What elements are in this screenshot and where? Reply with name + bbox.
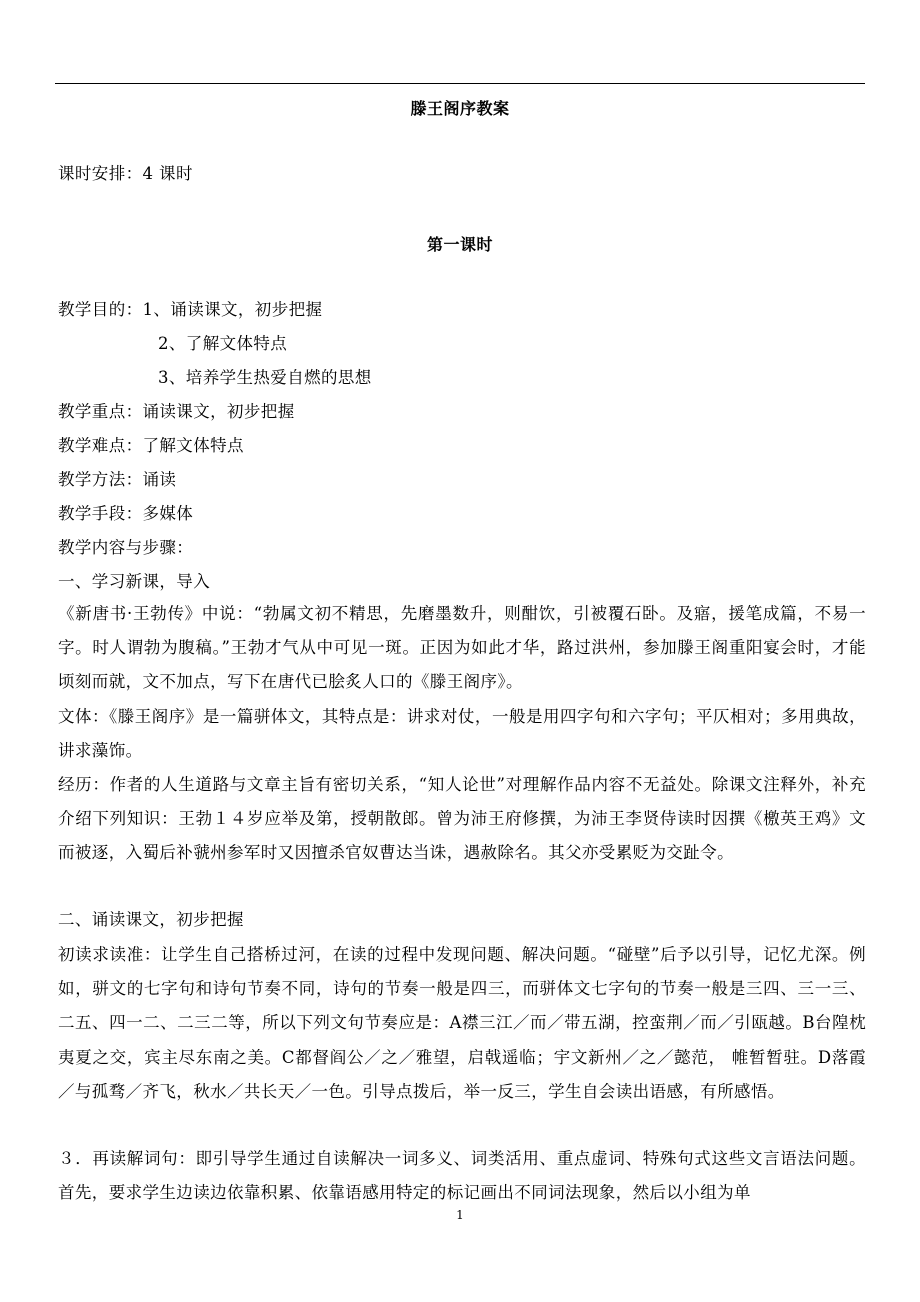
header-rule [55,83,865,84]
means-line: 教学手段：多媒体 [58,504,194,523]
content-label: 教学内容与步骤： [58,538,194,557]
objective-line-3: 3、培养学生热爱自燃的思想 [158,368,372,387]
method-line: 教学方法：诵读 [58,470,177,489]
objective-line-2: 2、了解文体特点 [158,334,288,353]
page-number: 1 [456,1208,464,1222]
lesson-heading: 第一课时 [426,235,493,254]
schedule-line: 课时安排：4 课时 [58,164,193,183]
intro-paragraph: 《新唐书·王勃传》中说：“勃属文初不精思，先磨墨数升，则酣饮，引被覆石卧。及寤，援笔成篇，不易一字。时人谓勃为腹稿。”王勃才气从中可见一斑。正因为如此才华，路过洪州，参加滕王阁重阳宴会时，才能顷刻而就，文不加点，写下在唐代已脍炙人口的《滕王阁序》。 [58,604,866,692]
biography-paragraph: 经历：作者的人生道路与文章主旨有密切关系，“知人论世”对理解作品内容不无益处。除课文注释外，补充介绍下列知识：王勃１４岁应举及第，授朝散郎。曾为沛王府修撰，为沛王李贤侍读时因撰《檄英王鸡》文而被逐，入蜀后补虢州参军时又因擅杀官奴曹达当诛，遇赦除名。其父亦受累贬为交趾令。 [58,775,866,863]
document-title: 滕王阁序教案 [410,99,510,118]
style-paragraph: 文体：《滕王阁序》是一篇骈体文，其特点是：讲求对仗，一般是用四字句和六字句；平仄相对；多用典故，讲求藻饰。 [58,707,866,761]
difficulty-line: 教学难点：了解文体特点 [58,436,244,455]
objective-line-1: 教学目的：1、诵读课文，初步把握 [58,300,323,319]
focus-line: 教学重点：诵读课文，初步把握 [58,402,295,421]
section-heading-1: 一、学习新课，导入 [58,572,211,591]
words-paragraph: ３．再读解词句：即引导学生通过自读解决一词多义、词类活用、重点虚词、特殊句式这些文言语法问题。首先，要求学生边读边依靠积累、依靠语感用特定的标记画出不同词法现象，然后以小组为单 [58,1149,866,1203]
section-heading-2: 二、诵读课文，初步把握 [58,910,244,929]
reading-paragraph: 初读求读准：让学生自己搭桥过河，在读的过程中发现问题、解决问题。“碰壁”后予以引导，记忆尤深。例如，骈文的七字句和诗句节奏不同，诗句的节奏一般是四三，而骈体文七字句的节奏一般是三四、三一三、二五、四一二、二三二等，所以下列文句节奏应是：A襟三江／而／带五湖，控蛮荆／而／引瓯越。B台隍枕夷夏之交，宾主尽东南之美。C都督阎公／之／雅望，启戟遥临；宇文新州／之／懿范， 帷暂暂驻。D落霞／与孤骛／齐飞，秋水／共长天／一色。引导点拨后，举一反三，学生自会读出语感，有所感悟。 [58,945,866,1101]
